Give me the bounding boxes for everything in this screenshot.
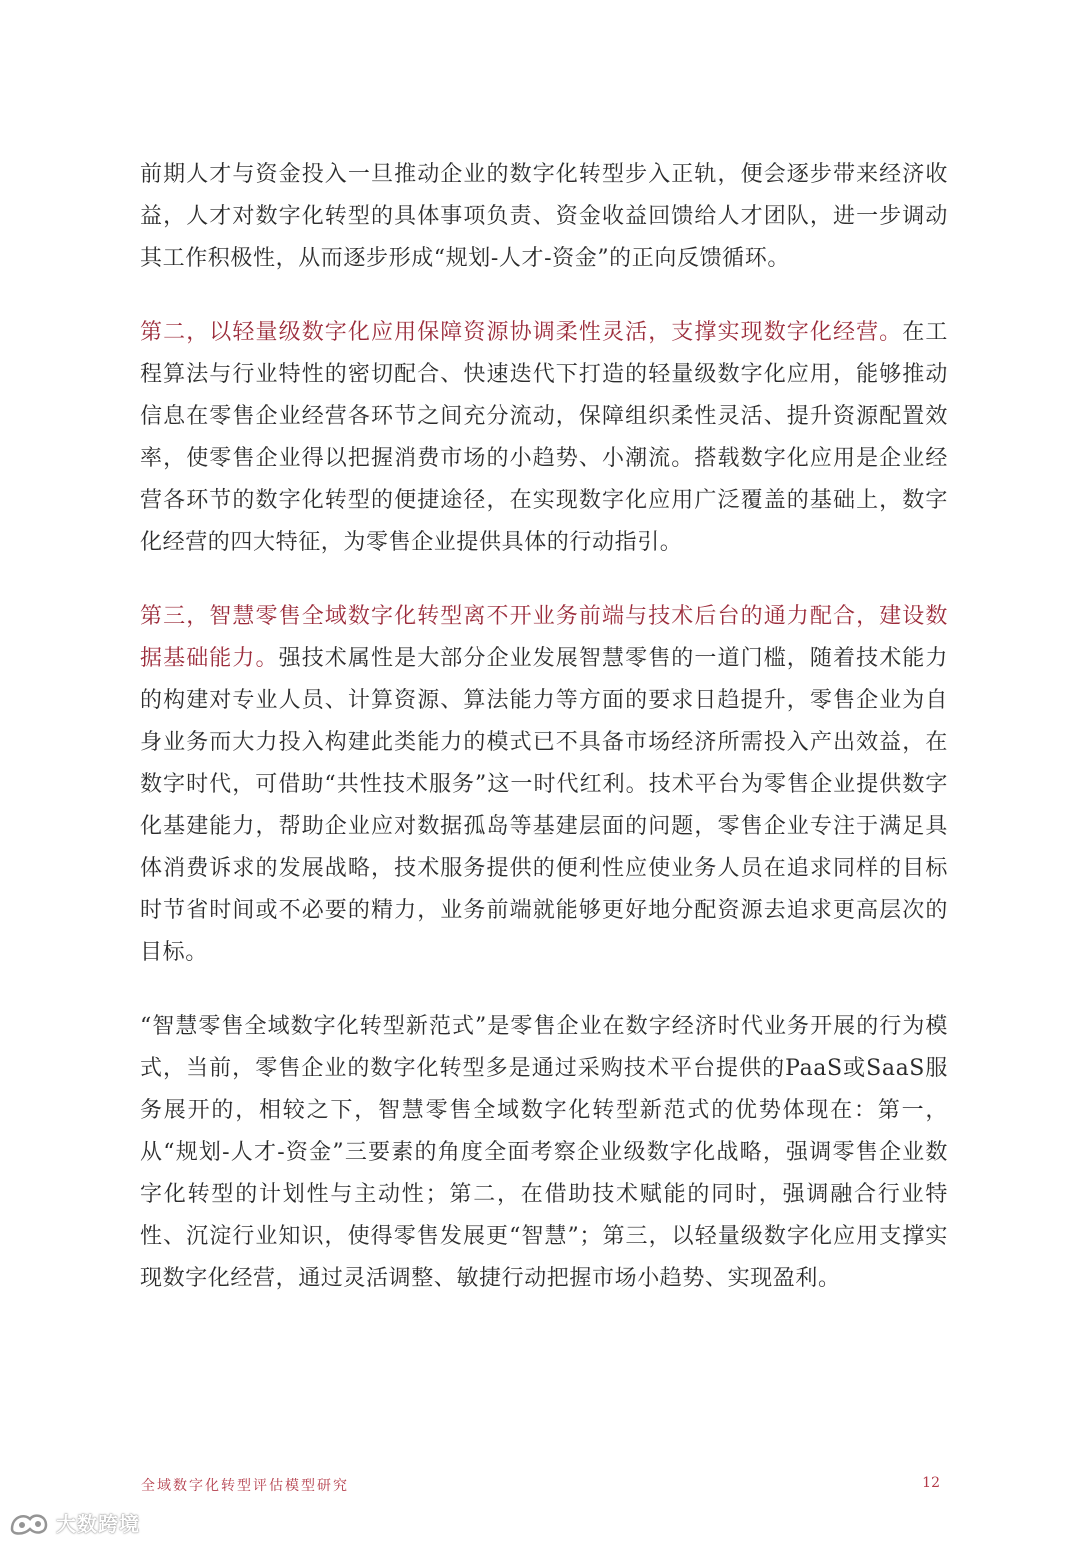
watermark xyxy=(8,1508,140,1537)
paragraph-2 xyxy=(140,312,948,564)
paragraph-4-body: “智慧零售全域数字化转型新范式”是零售企业在数字经济时代业务开展的行为模式，当前，零售企业的数字化转型多是通过采购技术平台提供的PaaS或SaaS服务展开的，相较之下，智慧零售全域数字化转型新范式的优势体现在：第一，从“规划-人才-资金”三要素的角度全面考察企业级数字化战略，强调零售企业数字化转型的计划性与主动性；第二，在借助技术赋能的同时，强调融合行业特性、沉淀行业知识，使得零售发展更“智慧”；第三，以轻量级数字化应用支撑实现数字化经营，通过灵活调整、敏捷行动把握市场小趋势、实现盈利。 xyxy=(140,1014,948,1291)
footer-title: 全域数字化转型评估模型研究 xyxy=(141,1478,349,1494)
paragraph-1-body: 前期人才与资金投入一旦推动企业的数字化转型步入正轨，便会逐步带来经济收益，人才对数字化转型的具体事项负责、资金收益回馈给人才团队，进一步调动其工作积极性，从而逐步形成“规划-人才-资金”的正向反馈循环。 xyxy=(140,162,948,271)
paragraph-4 xyxy=(140,1006,948,1300)
paragraph-2-body: 在工程算法与行业特性的密切配合、快速迭代下打造的轻量级数字化应用，能够推动信息在零售企业经营各环节之间充分流动，保障组织柔性灵活、提升资源配置效率，使零售企业得以把握消费市场的小趋势、小潮流。搭载数字化应用是企业经营各环节的数字化转型的便捷途径，在实现数字化应用广泛覆盖的基础上，数字化经营的四大特征，为零售企业提供具体的行动指引。 xyxy=(140,320,948,555)
main-content xyxy=(140,154,948,1332)
paragraph-2-lead: 第二，以轻量级数字化应用保障资源协调柔性灵活，支撑实现数字化经营。 xyxy=(140,320,903,345)
watermark-logo-icon xyxy=(8,1509,52,1537)
watermark-text: 大数跨境 xyxy=(56,1512,140,1536)
paragraph-3-lead: 第三，智慧零售全域数字化转型离不开业务前端与技术后台的通力配合，建设数据基础能力。 xyxy=(140,604,948,671)
paragraph-1 xyxy=(140,154,948,280)
paragraph-3 xyxy=(140,596,948,974)
page-number: 12 xyxy=(922,1475,940,1491)
paragraph-3-body: 强技术属性是大部分企业发展智慧零售的一道门槛，随着技术能力的构建对专业人员、计算资源、算法能力等方面的要求日趋提升，零售企业为自身业务而大力投入构建此类能力的模式已不具备市场经济所需投入产出效益，在数字时代，可借助“共性技术服务”这一时代红利。技术平台为零售企业提供数字化基建能力，帮助企业应对数据孤岛等基建层面的问题，零售企业专注于满足具体消费诉求的发展战略，技术服务提供的便利性应使业务人员在追求同样的目标时节省时间或不必要的精力，业务前端就能够更好地分配资源去追求更高层次的目标。 xyxy=(140,646,948,965)
